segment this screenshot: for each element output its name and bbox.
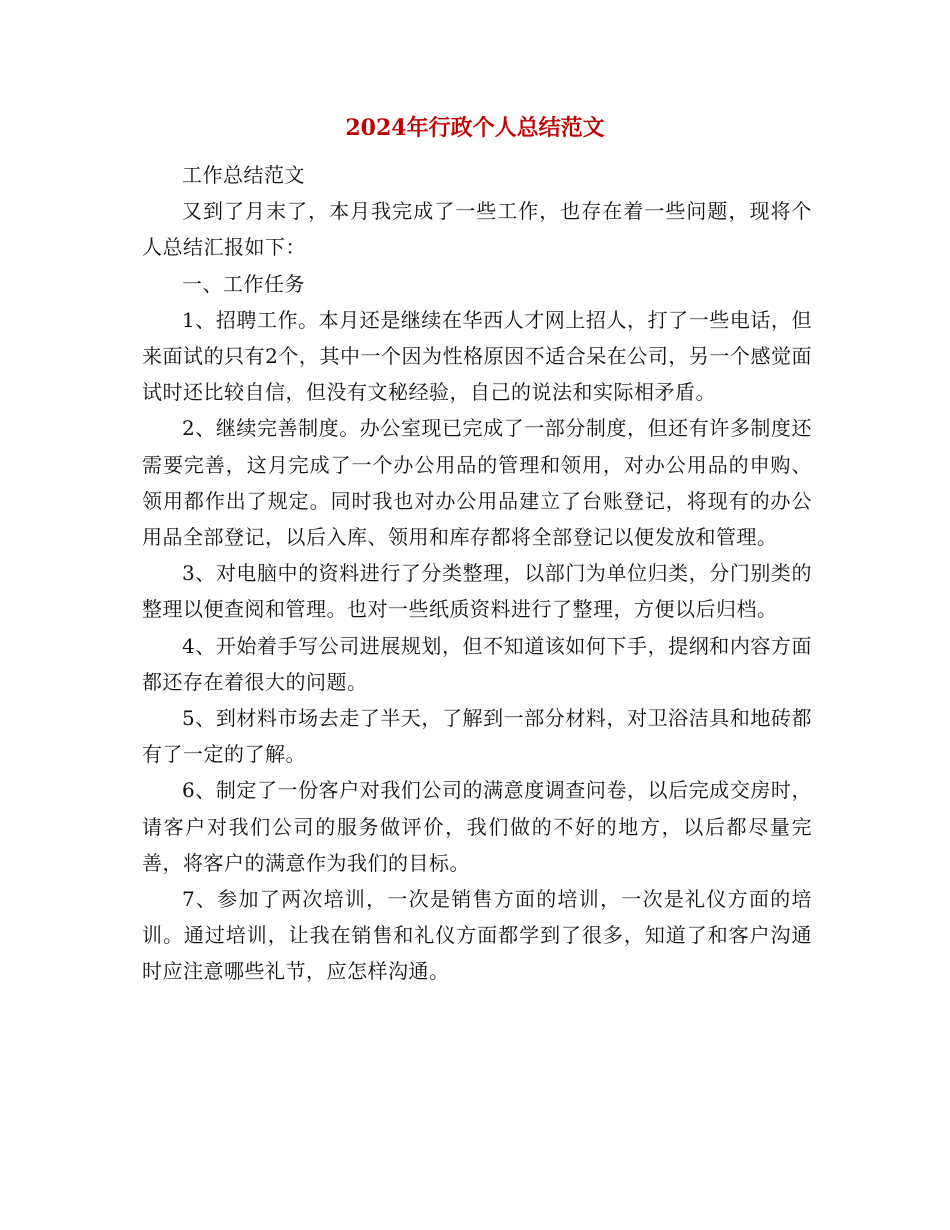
paragraph-item-4: 4、开始着手写公司进展规划，但不知道该如何下手，提纲和内容方面都还存在着很大的问题。 bbox=[142, 633, 812, 694]
section-heading: 一、工作任务 bbox=[182, 271, 305, 296]
paragraph-item-6: 6、制定了一份客户对我们公司的满意度调查问卷，以后完成交房时，请客户对我们公司的服务做评价，我们做的不好的地方，以后都尽量完善，将客户的满意作为我们的目标。 bbox=[142, 778, 812, 875]
paragraph-item-2: 2、继续完善制度。办公室现已完成了一部分制度，但还有许多制度还需要完善，这月完成了一个办公用品的管理和领用，对办公用品的申购、领用都作出了规定。同时我也对办公用品建立了台账登记，将现有的办公用品全部登记，以后入库、领用和库存都将全部登记以便发放和管理。 bbox=[142, 416, 812, 550]
paragraph-subtitle: 工作总结范文 bbox=[182, 163, 305, 187]
paragraph-item-3: 3、对电脑中的资料进行了分类整理，以部门为单位归类，分门别类的整理以便查阅和管理。也对一些纸质资料进行了整理，方便以后归档。 bbox=[142, 561, 812, 622]
document-body bbox=[142, 157, 812, 990]
paragraph-item-5: 5、到材料市场去走了半天，了解到一部分材料，对卫浴洁具和地砖都有了一定的了解。 bbox=[142, 706, 812, 767]
paragraph-intro: 又到了月末了，本月我完成了一些工作，也存在着一些问题，现将个人总结汇报如下： bbox=[142, 199, 812, 260]
paragraph-item-1: 1、招聘工作。本月还是继续在华西人才网上招人，打了一些电话，但来面试的只有2个，其中一个因为性格原因不适合呆在公司，另一个感觉面试时还比较自信，但没有文秘经验，自己的说法和实际相矛盾。 bbox=[142, 307, 812, 405]
document-title: 2024年行政个人总结范文 bbox=[345, 115, 605, 141]
paragraph-item-7: 7、参加了两次培训，一次是销售方面的培训，一次是礼仪方面的培训。通过培训，让我在销售和礼仪方面都学到了很多，知道了和客户沟通时应注意哪些礼节，应怎样沟通。 bbox=[142, 887, 812, 984]
